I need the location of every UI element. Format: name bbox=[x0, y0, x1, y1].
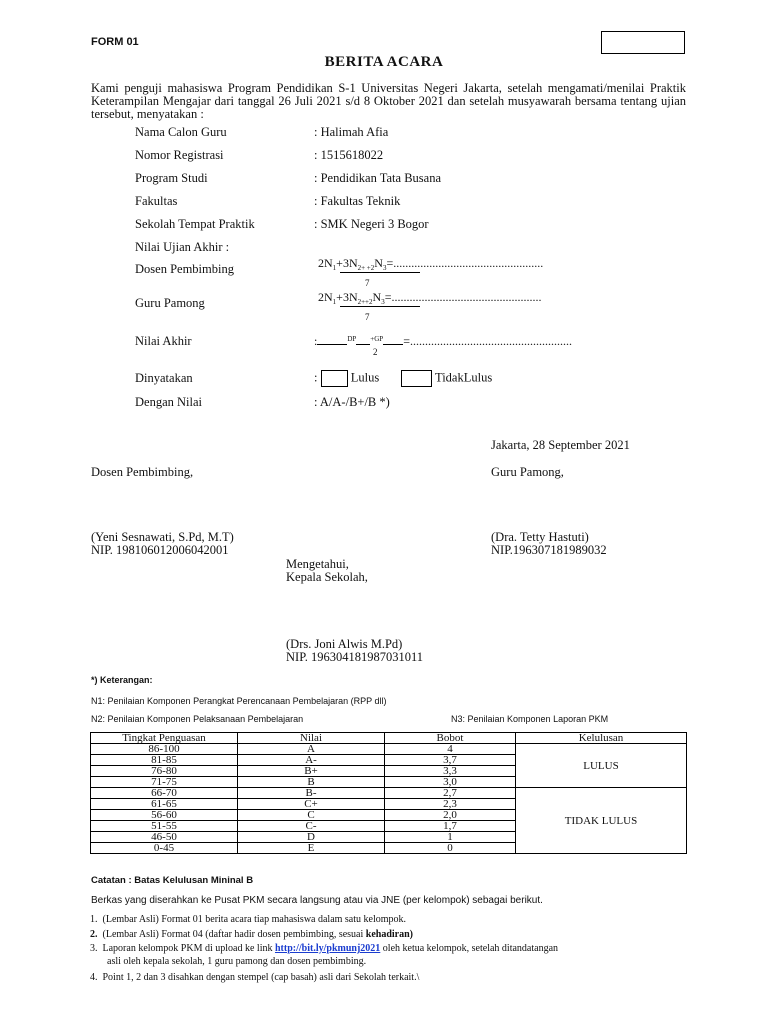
list-item: 3. Laporan kelompok PKM di upload ke link http://bit.ly/pkmunj2021 oleh ketua kelompok, setelah ditandatangan bbox=[90, 943, 559, 954]
cell-bobot: 3,7 bbox=[385, 755, 516, 766]
formula-dosen-denominator: 7 bbox=[365, 278, 370, 288]
formula-akhir: : $^{DP}$ $^{+GP}$ =...................................................... bbox=[314, 334, 572, 348]
cell-tingkat: 66-70 bbox=[91, 788, 238, 799]
kepala-nip: NIP. 196304181987031011 bbox=[286, 650, 424, 664]
cell-nilai: A bbox=[238, 744, 385, 755]
value-dengan-nilai: : A/A-/B+/B *) bbox=[314, 395, 390, 409]
header-tingkat: Tingkat Penguasan bbox=[91, 733, 238, 744]
label-nilai-akhir: Nilai Akhir bbox=[135, 334, 192, 348]
value-prodi: : Pendidikan Tata Busana bbox=[314, 171, 441, 185]
cell-nilai: C- bbox=[238, 821, 385, 832]
cell-nilai: A- bbox=[238, 755, 385, 766]
table-row bbox=[91, 788, 687, 799]
guru-name: (Dra. Tetty Hastuti) bbox=[491, 530, 589, 544]
label-nilai-ujian: Nilai Ujian Akhir : bbox=[135, 240, 230, 254]
berkas-intro: Berkas yang diserahkan ke Pusat PKM secara langsung atau via JNE (per kelompok) sebagai berikut. bbox=[91, 895, 543, 906]
note-n1: N1: Penilaian Komponen Perangkat Perencanaan Pembelajaran (RPP dll) bbox=[91, 696, 387, 706]
place-date: Jakarta, 28 September 2021 bbox=[491, 438, 630, 452]
cell-bobot: 0 bbox=[385, 843, 516, 854]
cell-bobot: 2,7 bbox=[385, 788, 516, 799]
tidak-lulus-checkbox[interactable] bbox=[401, 370, 432, 387]
table-header-row bbox=[91, 733, 687, 744]
formula-guru: $2N_1+3N_{2++2}N_3=$.................................................. bbox=[318, 290, 542, 306]
intro-paragraph: Kami penguji mahasiswa Program Pendidikan S-1 Universitas Negeri Jakarta, setelah mengamati/menilai Praktik Keterampilan Mengajar dari tanggal 26 Juli 2021 s/d 8 Oktober 2021 dan setelah musyawarah bersama tentang ujian tersebut, menyatakan : bbox=[91, 81, 686, 121]
mengetahui: Mengetahui, bbox=[286, 557, 349, 571]
label-dosen: Dosen Pembimbing bbox=[135, 262, 234, 276]
cell-lulus: LULUS bbox=[516, 744, 687, 788]
note-n3: N3: Penilaian Komponen Laporan PKM bbox=[451, 714, 609, 724]
label-nomor: Nomor Registrasi bbox=[135, 148, 224, 162]
formula-dosen: $2N_1+3N_{2+ +2}N_3=$.................................................. bbox=[318, 256, 544, 272]
cell-tingkat: 61-65 bbox=[91, 799, 238, 810]
label-fakultas: Fakultas bbox=[135, 194, 178, 208]
form-code-box bbox=[601, 31, 685, 54]
cell-tingkat: 81-85 bbox=[91, 755, 238, 766]
header-kelulusan: Kelulusan bbox=[516, 733, 687, 744]
value-fakultas: : Fakultas Teknik bbox=[314, 194, 401, 208]
form-number: FORM 01 bbox=[91, 36, 139, 48]
formula-akhir-denominator: 2 bbox=[373, 347, 378, 357]
cell-bobot: 1 bbox=[385, 832, 516, 843]
label-guru: Guru Pamong bbox=[135, 296, 205, 310]
list-item: 4. Point 1, 2 dan 3 disahkan dengan stempel (cap basah) asli dari Sekolah terkait.\ bbox=[90, 972, 420, 983]
catatan: Catatan : Batas Kelulusan Mininal B bbox=[91, 875, 254, 886]
cell-tingkat: 76-80 bbox=[91, 766, 238, 777]
label-dengan-nilai: Dengan Nilai bbox=[135, 395, 202, 409]
cell-tingkat: 0-45 bbox=[91, 843, 238, 854]
kepala-sekolah-title: Kepala Sekolah, bbox=[286, 570, 368, 584]
formula-dosen-line bbox=[340, 272, 420, 273]
dosen-name: (Yeni Sesnawati, S.Pd, M.T) bbox=[91, 530, 234, 544]
list-item-continuation: asli oleh kepala sekolah, 1 guru pamong dan dosen pembimbing. bbox=[107, 956, 367, 967]
kepala-name: (Drs. Joni Alwis M.Pd) bbox=[286, 637, 403, 651]
cell-bobot: 4 bbox=[385, 744, 516, 755]
value-nomor: : 1515618022 bbox=[314, 148, 384, 162]
label-nama: Nama Calon Guru bbox=[135, 125, 227, 139]
header-nilai: Nilai bbox=[238, 733, 385, 744]
guru-nip: NIP.196307181989032 bbox=[491, 543, 607, 557]
cell-nilai: D bbox=[238, 832, 385, 843]
cell-bobot: 3,3 bbox=[385, 766, 516, 777]
cell-nilai: B- bbox=[238, 788, 385, 799]
cell-bobot: 2,0 bbox=[385, 810, 516, 821]
value-dinyatakan: : Lulus TidakLulus bbox=[314, 370, 492, 387]
cell-tidak-lulus: TIDAK LULUS bbox=[516, 788, 687, 854]
cell-nilai: B+ bbox=[238, 766, 385, 777]
header-bobot: Bobot bbox=[385, 733, 516, 744]
formula-guru-line bbox=[340, 306, 420, 307]
lulus-checkbox[interactable] bbox=[321, 370, 348, 387]
table-row bbox=[91, 744, 687, 755]
cell-tingkat: 56-60 bbox=[91, 810, 238, 821]
cell-tingkat: 86-100 bbox=[91, 744, 238, 755]
pkm-upload-link[interactable]: http://bit.ly/pkmunj2021 bbox=[274, 943, 381, 954]
cell-tingkat: 51-55 bbox=[91, 821, 238, 832]
cell-nilai: B bbox=[238, 777, 385, 788]
document-title: BERITA ACARA bbox=[324, 54, 444, 70]
cell-bobot: 3,0 bbox=[385, 777, 516, 788]
list-item: 2. (Lembar Asli) Format 04 (daftar hadir dosen pembimbing, sesuai kehadiran) bbox=[90, 929, 414, 940]
cell-nilai: E bbox=[238, 843, 385, 854]
note-n2: N2: Penilaian Komponen Pelaksanaan Pembelajaran bbox=[91, 714, 304, 724]
value-nama: : Halimah Afia bbox=[314, 125, 389, 139]
dosen-nip: NIP. 198106012006042001 bbox=[91, 543, 229, 557]
cell-nilai: C+ bbox=[238, 799, 385, 810]
cell-tingkat: 46-50 bbox=[91, 832, 238, 843]
formula-guru-denominator: 7 bbox=[365, 312, 370, 322]
cell-bobot: 2,3 bbox=[385, 799, 516, 810]
label-prodi: Program Studi bbox=[135, 171, 208, 185]
cell-nilai: C bbox=[238, 810, 385, 821]
cell-tingkat: 71-75 bbox=[91, 777, 238, 788]
label-sekolah: Sekolah Tempat Praktik bbox=[135, 217, 255, 231]
keterangan: *) Keterangan: bbox=[91, 675, 153, 685]
label-dinyatakan: Dinyatakan bbox=[135, 371, 193, 385]
guru-title: Guru Pamong, bbox=[491, 465, 564, 479]
grade-table bbox=[90, 732, 687, 854]
list-item: 1. (Lembar Asli) Format 01 berita acara tiap mahasiswa dalam satu kelompok. bbox=[90, 914, 407, 925]
value-sekolah: : SMK Negeri 3 Bogor bbox=[314, 217, 429, 231]
dosen-title: Dosen Pembimbing, bbox=[91, 465, 194, 479]
cell-bobot: 1,7 bbox=[385, 821, 516, 832]
